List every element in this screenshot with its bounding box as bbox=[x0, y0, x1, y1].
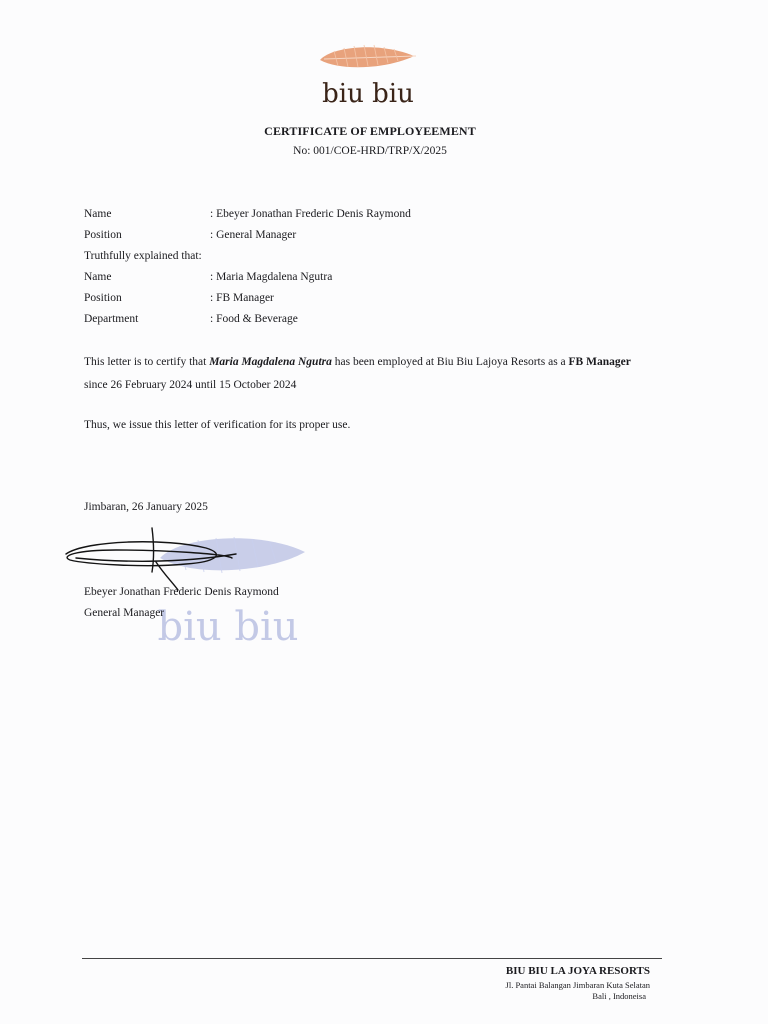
footer-address-line-2: Bali , Indoneisa bbox=[592, 991, 646, 1001]
detail-label: Position bbox=[84, 229, 122, 241]
certification-statement bbox=[84, 351, 631, 397]
detail-label: Name bbox=[84, 208, 112, 220]
statement-middle: has been employed at Biu Biu Lajoya Resorts as a bbox=[331, 356, 569, 368]
detail-value: : Food & Beverage bbox=[210, 313, 298, 325]
handwritten-signature bbox=[56, 524, 256, 594]
statement-prefix: This letter is to certify that bbox=[84, 356, 210, 368]
detail-intro-label: Truthfully explained that: bbox=[84, 250, 202, 262]
document-title: CERTIFICATE OF EMPLOYEEMENT bbox=[264, 124, 476, 138]
signer-name: Ebeyer Jonathan Frederic Denis Raymond bbox=[84, 586, 279, 598]
detail-label: Name bbox=[84, 271, 112, 283]
closing-statement: Thus, we issue this letter of verification for its proper use. bbox=[84, 419, 351, 431]
signer-title: General Manager bbox=[84, 607, 165, 619]
footer-company-name: BIU BIU LA JOYA RESORTS bbox=[505, 965, 650, 977]
detail-value: : FB Manager bbox=[210, 292, 274, 304]
employment-period: since 26 February 2024 until 15 October 2024 bbox=[84, 379, 297, 391]
footer-divider bbox=[82, 958, 662, 959]
detail-value: : General Manager bbox=[210, 229, 297, 241]
detail-label: Position bbox=[84, 292, 122, 304]
document-number: No: 001/COE-HRD/TRP/X/2025 bbox=[293, 145, 447, 157]
footer-address-line-1: Jl. Pantai Balangan Jimbaran Kuta Selatan bbox=[505, 980, 650, 990]
stamp-wordmark: biu biu bbox=[157, 604, 299, 650]
place-and-date: Jimbaran, 26 January 2025 bbox=[84, 501, 208, 513]
detail-value: : Ebeyer Jonathan Frederic Denis Raymond bbox=[210, 208, 411, 220]
employee-name-emphasis: Maria Magdalena Ngutra bbox=[209, 356, 332, 368]
role-emphasis: FB Manager bbox=[568, 356, 631, 368]
detail-label: Department bbox=[84, 313, 139, 325]
company-logo bbox=[312, 40, 424, 110]
logo-wordmark: biu biu bbox=[322, 79, 414, 109]
detail-value: : Maria Magdalena Ngutra bbox=[210, 271, 333, 283]
